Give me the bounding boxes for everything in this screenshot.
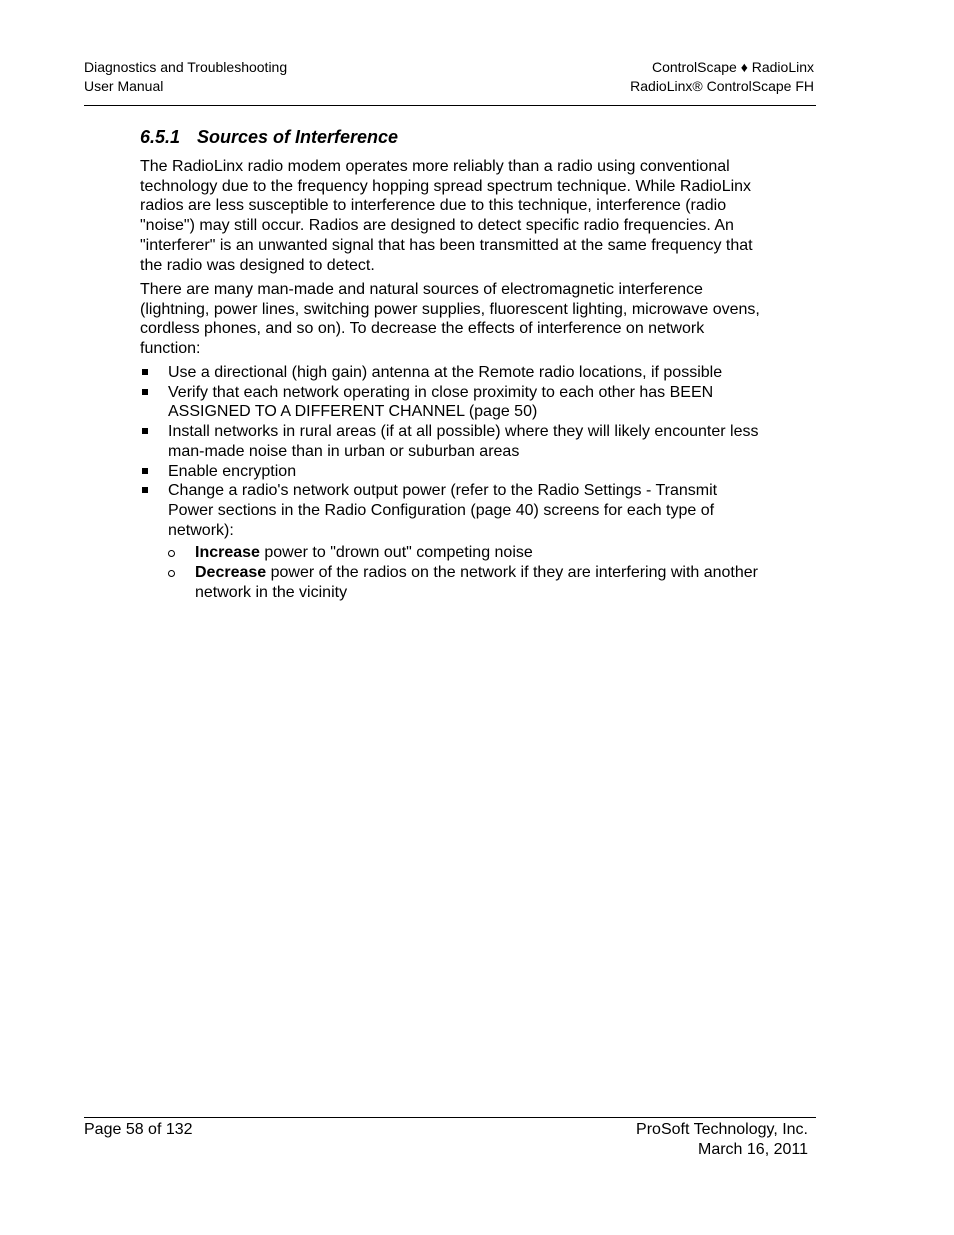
square-bullet-icon bbox=[142, 389, 148, 395]
list-item bbox=[140, 363, 760, 383]
circle-bullet-icon bbox=[168, 570, 175, 577]
list-item-text: Install networks in rural areas (if at all possible) where they will likely encounter less man-made noise than in urban or suburban areas bbox=[168, 423, 759, 460]
header-left bbox=[84, 58, 287, 96]
header-divider bbox=[84, 105, 816, 106]
section-title: Sources of Interference bbox=[197, 127, 399, 147]
header-doc-type: User Manual bbox=[84, 78, 164, 94]
circle-bullet-icon bbox=[168, 550, 175, 557]
sub-list-item bbox=[140, 543, 760, 563]
header-right bbox=[630, 58, 814, 96]
square-bullet-icon bbox=[142, 468, 148, 474]
list-item bbox=[140, 383, 760, 422]
paragraph-text: The RadioLinx radio modem operates more reliably than a radio using conventional technology due to the frequency hopping spread spectrum technique. While RadioLinx radios are less susceptible to interference due to this technique, interference (radio "noise") may still occur. Radios are designed to detect specific radio frequencies. An "interferer" is an unwanted signal that has been transmitted at the same frequency that the radio was designed to detect. bbox=[140, 158, 753, 274]
footer-company: ProSoft Technology, Inc. bbox=[636, 1121, 808, 1138]
header-product-line: ControlScape ♦ RadioLinx bbox=[651, 59, 814, 75]
section-heading bbox=[140, 126, 398, 148]
square-bullet-icon bbox=[142, 369, 148, 375]
footer-right bbox=[636, 1120, 808, 1159]
list-item-text: Change a radio's network output power (refer to the Radio Settings - Transmit Power sections in the Radio Configuration (page 40) screens for each type of network): bbox=[168, 482, 718, 539]
sub-item-text: power to "drown out" competing noise bbox=[259, 544, 533, 562]
paragraph-1 bbox=[140, 157, 760, 275]
sub-list-item bbox=[140, 563, 760, 602]
square-bullet-icon bbox=[142, 487, 148, 493]
sub-item-text: power of the radios on the network if they are interfering with another network in the vicinity bbox=[195, 564, 758, 601]
square-bullet-icon bbox=[142, 428, 148, 434]
list-item-text: Enable encryption bbox=[168, 462, 297, 480]
header-chapter: Diagnostics and Troubleshooting bbox=[84, 59, 288, 75]
list-item bbox=[140, 422, 760, 461]
footer-page-number: Page 58 of 132 bbox=[84, 1121, 193, 1138]
sub-item-keyword: Decrease bbox=[195, 564, 267, 582]
footer-date: March 16, 2011 bbox=[698, 1140, 808, 1158]
footer-divider bbox=[84, 1117, 816, 1118]
sub-bullet-list bbox=[140, 543, 760, 602]
list-item bbox=[140, 462, 760, 482]
list-item-text: Verify that each network operating in close proximity to each other has BEEN ASSIGNED TO A DIFFERENT CHANNEL (page 50) bbox=[168, 383, 714, 421]
list-item-text: Use a directional (high gain) antenna at the Remote radio locations, if possible bbox=[168, 364, 723, 381]
header-product-name: RadioLinx® ControlScape FH bbox=[630, 78, 814, 94]
list-item bbox=[140, 481, 760, 540]
paragraph-text: There are many man-made and natural sources of electromagnetic interference (lightning, power lines, switching power supplies, fluorescent lighting, microwave ovens, cordless phones, and so on). To decrease the effects of interference on network function: bbox=[140, 281, 760, 358]
section-number: 6.5.1 bbox=[140, 127, 181, 147]
paragraph-2 bbox=[140, 280, 760, 359]
sub-item-keyword: Increase bbox=[195, 544, 260, 562]
bullet-list bbox=[140, 363, 760, 602]
